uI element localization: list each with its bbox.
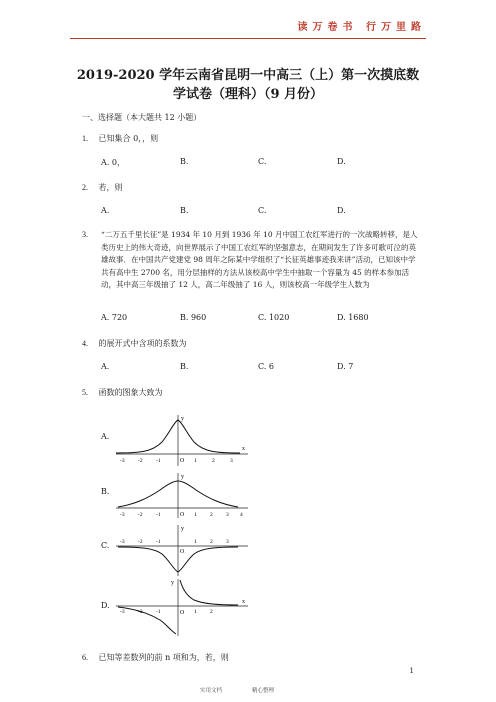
option-c: C. xyxy=(258,157,267,166)
question-1 xyxy=(82,133,158,144)
header-rule xyxy=(70,38,426,39)
y-label: y xyxy=(181,416,184,422)
x-label: x xyxy=(242,446,245,452)
graph-c xyxy=(112,522,252,578)
tick-label: 4 xyxy=(240,512,243,518)
question-4 xyxy=(82,338,187,349)
question-3 xyxy=(82,230,88,239)
title-line-1: 2019-2020 学年云南省昆明一中高三（上）第一次摸底数 xyxy=(76,68,420,83)
tick-label: 1 xyxy=(194,458,197,464)
option-d: D. xyxy=(101,601,110,610)
option-c: C. 6 xyxy=(258,362,275,371)
page-title xyxy=(60,66,436,104)
page-number: 1 xyxy=(409,667,414,675)
origin-label: O xyxy=(180,549,185,555)
title-line-2: 学试卷（理科）（9 月份） xyxy=(172,87,324,102)
question-number: 3. xyxy=(82,230,88,239)
option-a: A. xyxy=(101,432,110,441)
tick-label: 3 xyxy=(226,539,229,545)
section-heading: 一、选择题（本大题共 12 小题） xyxy=(82,113,202,122)
option-a: A. xyxy=(101,206,110,215)
tick-label: 2 xyxy=(212,458,215,464)
tick-label: -3 xyxy=(120,609,125,615)
tick-label: 3 xyxy=(230,458,233,464)
question-text: 函数的图象大致为 xyxy=(98,388,163,397)
tick-label: 1 xyxy=(194,512,197,518)
question-text: 已知等差数列的前 n 项和为，若，则 xyxy=(98,653,229,662)
footer-right: 精心整理 xyxy=(252,688,275,694)
option-d: D. 7 xyxy=(337,362,354,371)
question-text: 已知集合 0，，则 xyxy=(98,134,159,143)
y-label: y xyxy=(171,580,174,586)
tick-label: -2 xyxy=(138,512,143,518)
curve-left xyxy=(118,607,176,634)
question-text: 若，则 xyxy=(98,183,123,192)
origin-label: O xyxy=(180,458,185,464)
y-label: y xyxy=(181,474,184,480)
graph-a xyxy=(112,412,252,468)
tick-label: -1 xyxy=(156,539,161,545)
tick-label: -1 xyxy=(156,609,161,615)
question-6 xyxy=(82,652,229,663)
origin-label: O xyxy=(180,610,185,616)
question-number: 2. xyxy=(82,183,88,192)
origin-label: O xyxy=(180,512,185,518)
curve-right xyxy=(180,580,238,605)
graph-b xyxy=(112,470,252,520)
question-text: 的展开式中含项的系数为 xyxy=(98,339,187,348)
tick-label: -3 xyxy=(120,458,125,464)
tick-label: -3 xyxy=(120,539,125,545)
question-5 xyxy=(82,387,163,398)
option-c: C. xyxy=(101,541,110,550)
footer-left: 实用文档 xyxy=(200,688,223,694)
option-d: D. xyxy=(337,157,346,166)
option-d: D. xyxy=(337,206,346,215)
tick-label: -2 xyxy=(138,539,143,545)
tick-label: -2 xyxy=(138,609,143,615)
tick-label: 1 xyxy=(194,609,197,615)
tick-label: -1 xyxy=(156,458,161,464)
question-3-text: “二万五千里长征”是 1934 年 10 月到 1936 年 10 月中国工农红军进行的一次战略转移，是人类历史上的伟大奇迹，向世界展示了中国工农红军的坚强意志，在期间发生了许多可歌可泣的英雄故事．在中国共产党建党 98 周年之际某中学组织了“长征英雄事迹我来讲”活动，已知该中学共有高中生 2700 名，用分层抽样的方法从该校高中学生中抽取一个容量为 45 的样本参加活动，其中高三年级抽了 12 人，高二年级抽了 16 人，则该校高一年级学生人数为 xyxy=(101,230,418,289)
option-c: C. 1020 xyxy=(258,313,290,322)
y-label: y xyxy=(181,526,184,532)
option-b: B. xyxy=(180,157,189,166)
graph-d xyxy=(112,576,252,638)
tick-label: -2 xyxy=(138,458,143,464)
tick-label: 1 xyxy=(194,539,197,545)
option-b: B. 960 xyxy=(180,313,207,322)
tick-label: 3 xyxy=(226,512,229,518)
x-label: x xyxy=(242,599,245,605)
question-2 xyxy=(82,182,123,193)
option-c: C. xyxy=(258,206,267,215)
option-d: D. 1680 xyxy=(337,313,369,322)
option-a: A. 720 xyxy=(101,313,128,322)
question-number: 6. xyxy=(82,653,88,662)
option-b: B. xyxy=(180,206,189,215)
tick-label: -1 xyxy=(156,512,161,518)
tick-label: 2 xyxy=(210,539,213,545)
option-b: B. xyxy=(101,487,110,496)
tick-label: 2 xyxy=(210,609,213,615)
tick-label: 2 xyxy=(210,512,213,518)
question-number: 1. xyxy=(82,134,88,143)
option-a: A. xyxy=(101,362,110,371)
question-number: 5. xyxy=(82,388,88,397)
brand-slogan: 读万卷书 行万里路 xyxy=(297,22,426,33)
option-b: B. xyxy=(180,362,189,371)
option-a: A. 0， xyxy=(101,158,125,167)
tick-label: -3 xyxy=(120,512,125,518)
question-number: 4. xyxy=(82,339,88,348)
